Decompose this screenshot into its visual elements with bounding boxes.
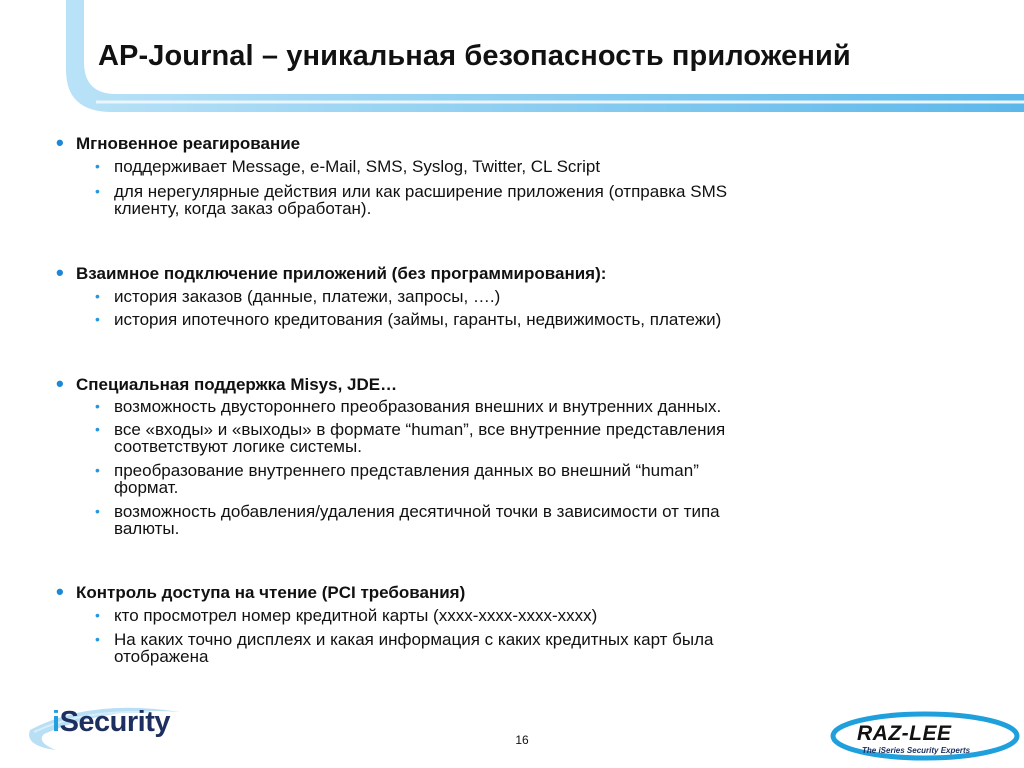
slide-content: • Мгновенное реагирование • поддерживает Message, e-Mail, SMS, Syslog, Twitter, CL Script • для нерегулярные действия или как расширение приложения (отправка SMS клиенту, когда заказ обработан). • Взаимное подключение приложений (без программирования): • история заказов (данные, платежи, запросы, ….) • история ипотечного кредитования (займы, гаранты, недвижимость, платежи) • Специальная поддержка Misys, JDE… • возможность двустороннего преобразования внешних и внутренних данных. • все «входы» и «выходы» в формате “human”, все внутренние представления соответствуют логике системы. • преобразование внутреннего представления данных во внешний “human” формат. • возможность добавления/удаления десятичной точки в зависимости от типа валюты. • Контроль доступа на чтение (PCI требования) • кто просмотрел номер кредитной карты (xxxx-xxxx-xxxx-xxxx) • На каких точно дисплеях и какая информация с каких кредитных карт была отображена [56, 130, 728, 666]
slide-title: AP-Journal – уникальная безопасность приложений [98, 40, 851, 72]
sub-bullet-icon: • [95, 503, 100, 519]
raz-lee-logo: RAZ-LEE [857, 722, 952, 745]
bullet-icon: • [56, 260, 64, 285]
sub-bullet-icon: • [95, 462, 100, 478]
bullet-icon: • [56, 130, 64, 155]
sub-bullet-icon: • [95, 631, 100, 647]
bullet-icon: • [56, 579, 64, 604]
bullet-icon: • [56, 371, 64, 396]
sub-bullet-icon: • [95, 421, 100, 437]
raz-lee-tagline: The iSeries Security Experts [862, 746, 971, 755]
sub-bullet-icon: • [95, 288, 100, 304]
page-number: 16 [515, 733, 529, 747]
sub-bullet-icon: • [95, 158, 100, 174]
sub-bullet-icon: • [95, 398, 100, 414]
sub-bullet-icon: • [95, 183, 100, 199]
sub-bullet-icon: • [95, 607, 100, 623]
isecurity-logo: iSecurity [52, 706, 171, 738]
sub-bullet-icon: • [95, 311, 100, 327]
